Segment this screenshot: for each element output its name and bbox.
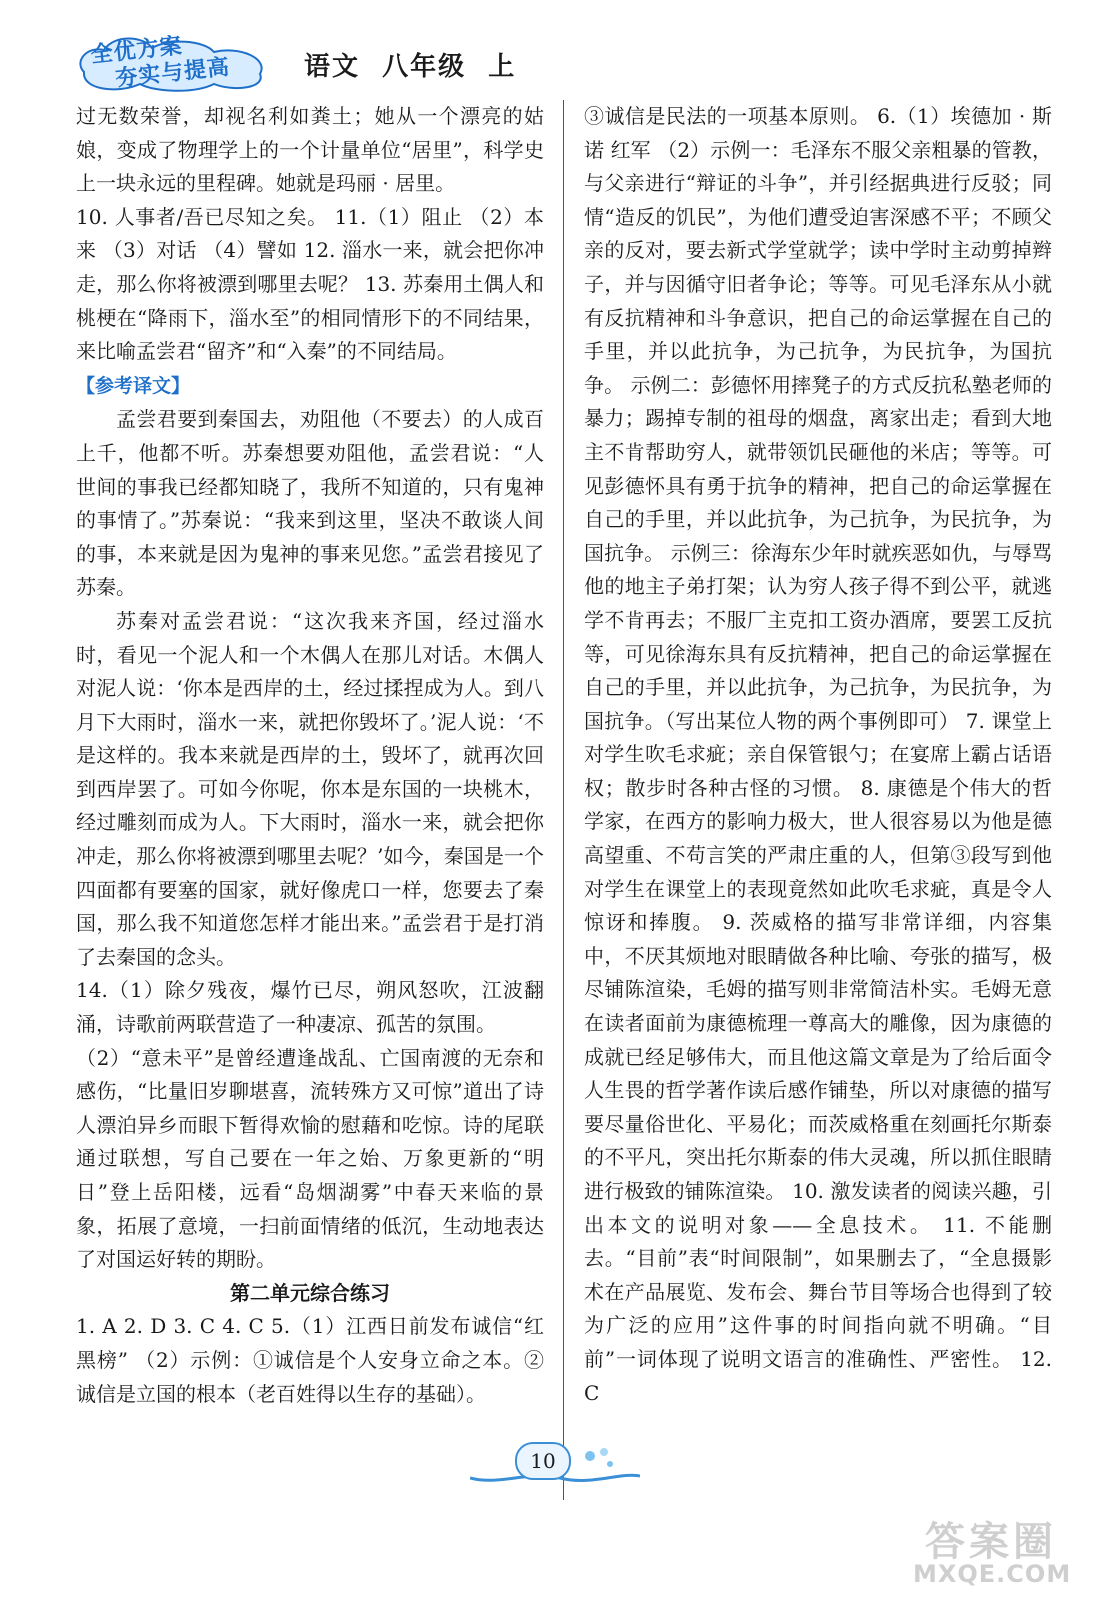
page-header	[74, 26, 1054, 96]
translation-paragraph: 孟尝君要到秦国去，劝阻他（不要去）的人成百上千，他都不听。苏秦想要劝阻他，孟尝君说：“人世间的事我已经都知晓了，我所不知道的，只有鬼神的事情了。”苏秦说：“我来到这里，坚决不敢谈人间的事，本来就是因为鬼神的事来见您。”孟尝君接见了苏秦。	[76, 407, 544, 600]
page-footer	[470, 1432, 650, 1492]
answer-block: ③诚信是民法的一项基本原则。 6.（1）埃德加 · 斯诺 红军 （2）示例一：毛泽东不服父亲粗暴的管教，与父亲进行“辩证的斗争”，并引经据典进行反驳；同情“造反的饥民”，为他们遭受迫害深感不平；不顾父亲的反对，要去新式学堂就学；读中学时主动剪掉辫子，并与因循守旧者争论；等等。可见毛泽东从小就有反抗精神和斗争意识，把自己的命运掌握在自己的手里，并以此抗争，为己抗争，为民抗争，为国抗争。 示例二：彭德怀用摔凳子的方式反抗私塾老师的暴力；踢掉专制的祖母的烟盘，离家出走；看到大地主不肯帮助穷人，就带领饥民砸他的米店；等等。可见彭德怀具有勇于抗争的精神，把自己的命运掌握在自己的手里，并以此抗争，为己抗争，为民抗争，为国抗争。 示例三：徐海东少年时就疾恶如仇，与辱骂他的地主子弟打架；认为穷人孩子得不到公平，就逃学不肯再去；不服厂主克扣工资办酒席，要罢工反抗等，可见徐海东具有反抗精神，把自己的命运掌握在自己的手里，并以此抗争，为己抗争，为民抗争，为国抗争。（写出某位人物的两个事例即可） 7. 课堂上对学生吹毛求疵；亲自保管银勺；在宴席上霸占话语权；散步时各种古怪的习惯。 8. 康德是个伟大的哲学家，在西方的影响力极大，世人很容易以为他是德高望重、不苟言笑的严肃庄重的人，但第③段写到他对学生在课堂上的表现竟然如此吹毛求疵，真是令人惊讶和捧腹。 9. 茨威格的描写非常详细，内容集中，不厌其烦地对眼睛做各种比喻、夸张的描写，极尽铺陈渲染，毛姆的描写则非常简洁朴实。毛姆无意在读者面前为康德梳理一尊高大的雕像，因为康德的成就已经足够伟大，而且他这篇文章是为了给后面令人生畏的哲学著作读后感作铺垫，所以对康德的描写要尽量俗世化、平易化；而茨威格重在刻画托尔斯泰的不平凡，突出托尔斯泰的伟大灵魂，所以抓住眼睛进行极致的铺陈渲染。 10. 激发读者的阅读兴趣，引出本文的说明对象——全息技术。 11. 不能删去。“目前”表“时间限制”，如果删去了，“全息摄影术在产品展览、发布会、舞台节目等场合也得到了较为广泛的应用”这件事的时间指向就不明确。“目前”一词体现了说明文语言的准确性、严密性。 12. C	[584, 104, 1052, 1405]
paragraph: 过无数荣誉，却视名利如粪土；她从一个漂亮的姑娘，变成了物理学上的一个计量单位“居里”，科学史上一块永远的里程碑。她就是玛丽 · 居里。	[76, 104, 544, 196]
logo-line-1: 全优方案	[89, 33, 184, 69]
section-title: 第二单元综合练习	[230, 1280, 390, 1305]
right-column	[584, 100, 1052, 1410]
watermark	[905, 1510, 1105, 1595]
reference-translation-tag: 【参考译文】	[76, 374, 191, 397]
answer-block: 1. A 2. D 3. C 4. C 5.（1）江西日前发布诚信“红黑榜” （2）示例：①诚信是个人安身立命之本。②诚信是立国的根本（老百姓得以生存的基础）。	[76, 1314, 544, 1406]
subject-title: 语文 八年级 上	[304, 52, 517, 82]
left-column	[76, 100, 544, 1411]
answer-block: （2）“意未平”是曾经遭逢战乱、亡国南渡的无奈和感伤，“比量旧岁聊堪喜，流转殊方又可惊”道出了诗人漂泊异乡而眼下暂得欢愉的慰藉和吃惊。诗的尾联通过联想，写自己要在一年之始、万象更新的“明日”登上岳阳楼，远看“岛烟湖雾”中春天来临的景象，拓展了意境，一扫前面情绪的低沉，生动地表达了对国运好转的期盼。	[76, 1045, 544, 1272]
answer-block: 10. 人事者/吾已尽知之矣。 11.（1）阻止 （2）本来 （3）对话 （4）譬如 12. 淄水一来，就会把你冲走，那么你将被漂到哪里去呢？ 13. 苏秦用土偶人和桃梗在“降雨下，淄水至”的相同情形下的不同结果，来比喻孟尝君“留齐”和“入秦”的不同结局。	[76, 204, 544, 364]
answer-block: 14.（1）除夕残夜，爆竹已尽，朔风怒吹，江波翻涌，诗歌前两联营造了一种凄凉、孤苦的氛围。	[76, 978, 544, 1037]
watermark-line-1: 答案圈	[925, 1519, 1057, 1565]
page-number: 10	[515, 1442, 571, 1480]
column-divider	[563, 100, 564, 1500]
series-logo	[74, 32, 274, 92]
watermark-line-2: MXQE.COM	[913, 1560, 1072, 1588]
flower-decoration-icon	[580, 1444, 620, 1474]
logo-line-2: 夯实与提高	[114, 54, 232, 92]
translation-paragraph: 苏秦对孟尝君说：“这次我来齐国，经过淄水时，看见一个泥人和一个木偶人在那儿对话。木偶人对泥人说：‘你本是西岸的土，经过揉捏成为人。到八月下大雨时，淄水一来，就把你毁坏了。’泥人说：‘不是这样的。我本来就是西岸的土，毁坏了，就再次回到西岸罢了。可如今你呢，你本是东国的一块桃木，经过雕刻而成为人。下大雨时，淄水一来，就会把你冲走，那么你将被漂到哪里去呢？’如今，秦国是一个四面都有要塞的国家，就好像虎口一样，您要去了秦国，那么我不知道您怎样才能出来。”孟尝君于是打消了去秦国的念头。	[76, 608, 544, 969]
